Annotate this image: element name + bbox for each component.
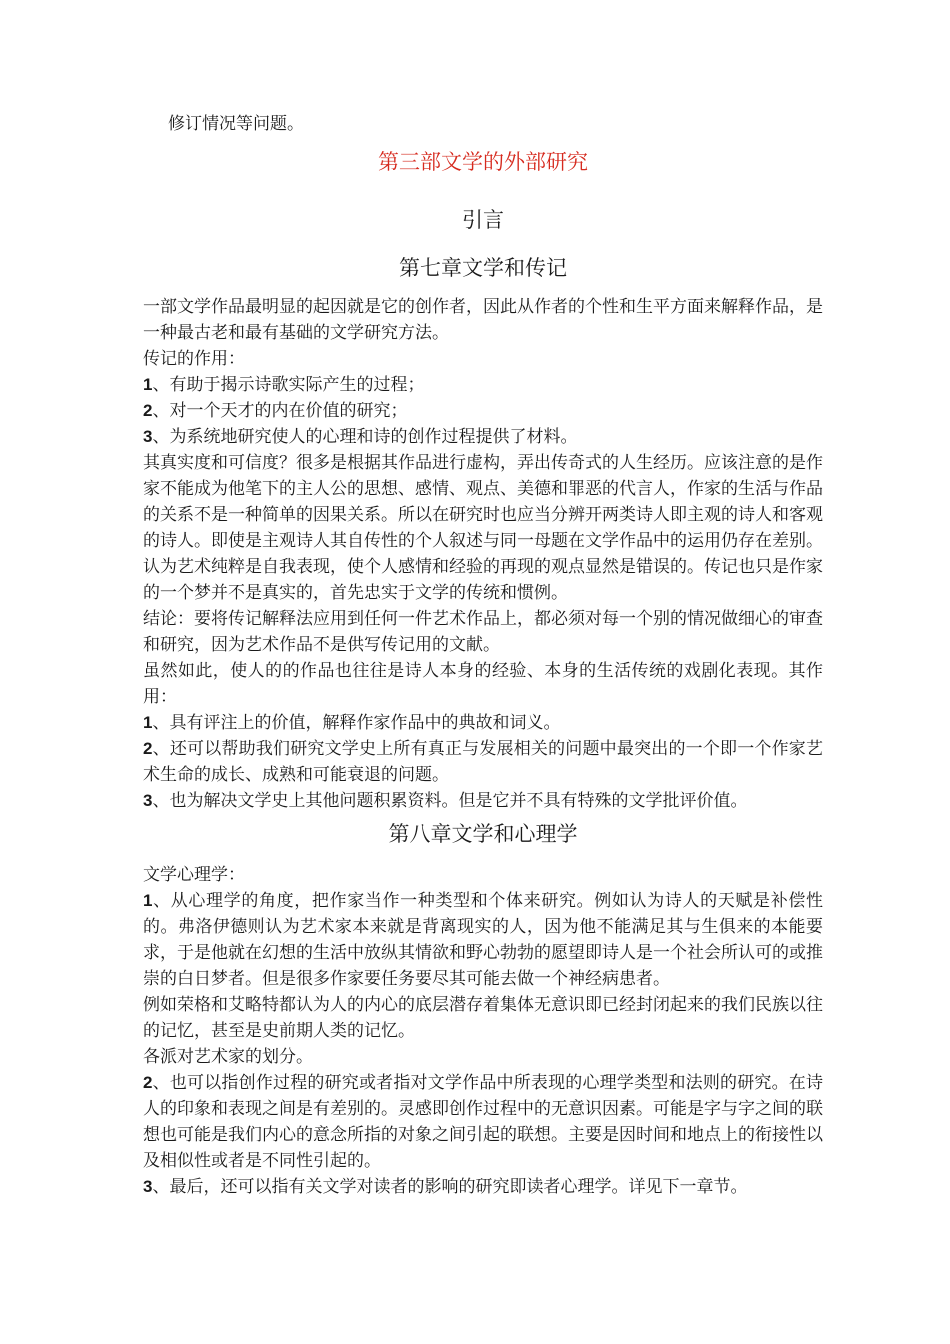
paragraph-text: 认为艺术纯粹是自我表现，使个人感情和经验的再现的观点显然是错误的。传记也只是作家的一个梦并不是真实的，首先忠实于文学的传统和惯例。 (143, 557, 823, 603)
numbered-paragraph (143, 424, 823, 450)
paragraph-text: 文学心理学： (143, 865, 245, 885)
item-number: 2 (143, 1073, 153, 1092)
paragraph-text: 各派对艺术家的划分。 (143, 1047, 313, 1067)
part-title: 第三部文学的外部研究 (378, 150, 588, 174)
document-page (143, 110, 823, 1200)
chapter-8-body (143, 862, 823, 1200)
paragraph-text: 、对一个天才的内在价值的研究； (152, 401, 408, 421)
item-number: 1 (143, 375, 153, 394)
paragraph-text: 结论：要将传记解释法应用到任何一件艺术作品上，都必须对每一个别的情况做细心的审查和研究，因为艺术作品不是供写传记用的文献。 (143, 609, 823, 655)
chapter-7 (143, 254, 823, 814)
chapter-8-title: 第八章文学和心理学 (388, 822, 578, 846)
paragraph-text: 例如荣格和艾略特都认为人的内心的底层潜存着集体无意识即已经封闭起来的我们民族以往的记忆，甚至是史前期人类的记忆。 (143, 995, 823, 1041)
item-number: 3 (143, 427, 153, 446)
item-number: 1 (143, 891, 153, 910)
paragraph (143, 606, 823, 658)
item-number: 3 (143, 791, 153, 810)
item-number: 3 (143, 1177, 153, 1196)
paragraph (143, 992, 823, 1044)
numbered-paragraph (143, 710, 823, 736)
paragraph (143, 1044, 823, 1070)
paragraph (143, 346, 823, 372)
paragraph-text: 、具有评注上的价值，解释作家作品中的典故和词义。 (152, 713, 561, 733)
paragraph-text: 、还可以帮助我们研究文学史上所有真正与发展相关的问题中最突出的一个即一个作家艺术生命的成长、成熟和可能衰退的问题。 (143, 739, 823, 785)
numbered-paragraph (143, 1174, 823, 1200)
paragraph-text: 、也为解决文学史上其他问题积累资料。但是它并不具有特殊的文学批评价值。 (152, 791, 748, 811)
paragraph (143, 658, 823, 710)
chapter-7-title: 第七章文学和传记 (399, 256, 567, 280)
paragraph (143, 862, 823, 888)
intro-title: 引言 (462, 208, 504, 232)
numbered-paragraph (143, 736, 823, 788)
numbered-paragraph (143, 1070, 823, 1174)
chapter-7-body (143, 294, 823, 814)
paragraph (143, 294, 823, 346)
paragraph-text: 、为系统地研究使人的心理和诗的创作过程提供了材料。 (152, 427, 578, 447)
paragraph-text: 传记的作用： (143, 349, 245, 369)
paragraph-text: 、最后，还可以指有关文学对读者的影响的研究即读者心理学。详见下一章节。 (152, 1177, 748, 1197)
numbered-paragraph (143, 372, 823, 398)
paragraph (143, 554, 823, 606)
paragraph-text: 、有助于揭示诗歌实际产生的过程； (152, 375, 425, 395)
item-number: 2 (143, 739, 153, 758)
paragraph-text: 虽然如此，使人的的作品也往往是诗人本身的经验、本身的生活传统的戏剧化表现。其作用： (143, 661, 823, 707)
continued-line: 修订情况等问题。 (168, 114, 304, 134)
paragraph (143, 450, 823, 554)
numbered-paragraph (143, 888, 823, 992)
paragraph-text: 其真实度和可信度？很多是根据其作品进行虚构，弄出传奇式的人生经历。应该注意的是作家不能成为他笔下的主人公的思想、感情、观点、美德和罪恶的代言人，作家的生活与作品的关系不是一种简单的因果关系。所以在研究时也应当分辨开两类诗人即主观的诗人和客观的诗人。即使是主观诗人其自传性的个人叙述与同一母题在文学作品中的运用仍存在差别。 (143, 453, 823, 551)
paragraph-text: 、也可以指创作过程的研究或者指对文学作品中所表现的心理学类型和法则的研究。在诗人的印象和表现之间是有差别的。灵感即创作过程中的无意识因素。可能是字与字之间的联想也可能是我们内心的意念所指的对象之间引起的联想。主要是因时间和地点上的衔接性以及相似性或者是不同性引起的。 (143, 1073, 823, 1171)
paragraph-text: 一部文学作品最明显的起因就是它的创作者，因此从作者的个性和生平方面来解释作品，是一种最古老和最有基础的文学研究方法。 (143, 297, 823, 343)
numbered-paragraph (143, 788, 823, 814)
item-number: 1 (143, 713, 153, 732)
paragraph-text: 、从心理学的角度，把作家当作一种类型和个体来研究。例如认为诗人的天赋是补偿性的。弗洛伊德则认为艺术家本来就是背离现实的人，因为他不能满足其与生俱来的本能要求，于是他就在幻想的生活中放纵其情欲和野心勃勃的愿望即诗人是一个社会所认可的或推崇的白日梦者。但是很多作家要任务要尽其可能去做一个神经病患者。 (143, 891, 823, 989)
chapter-8 (143, 820, 823, 1200)
item-number: 2 (143, 401, 153, 420)
numbered-paragraph (143, 398, 823, 424)
